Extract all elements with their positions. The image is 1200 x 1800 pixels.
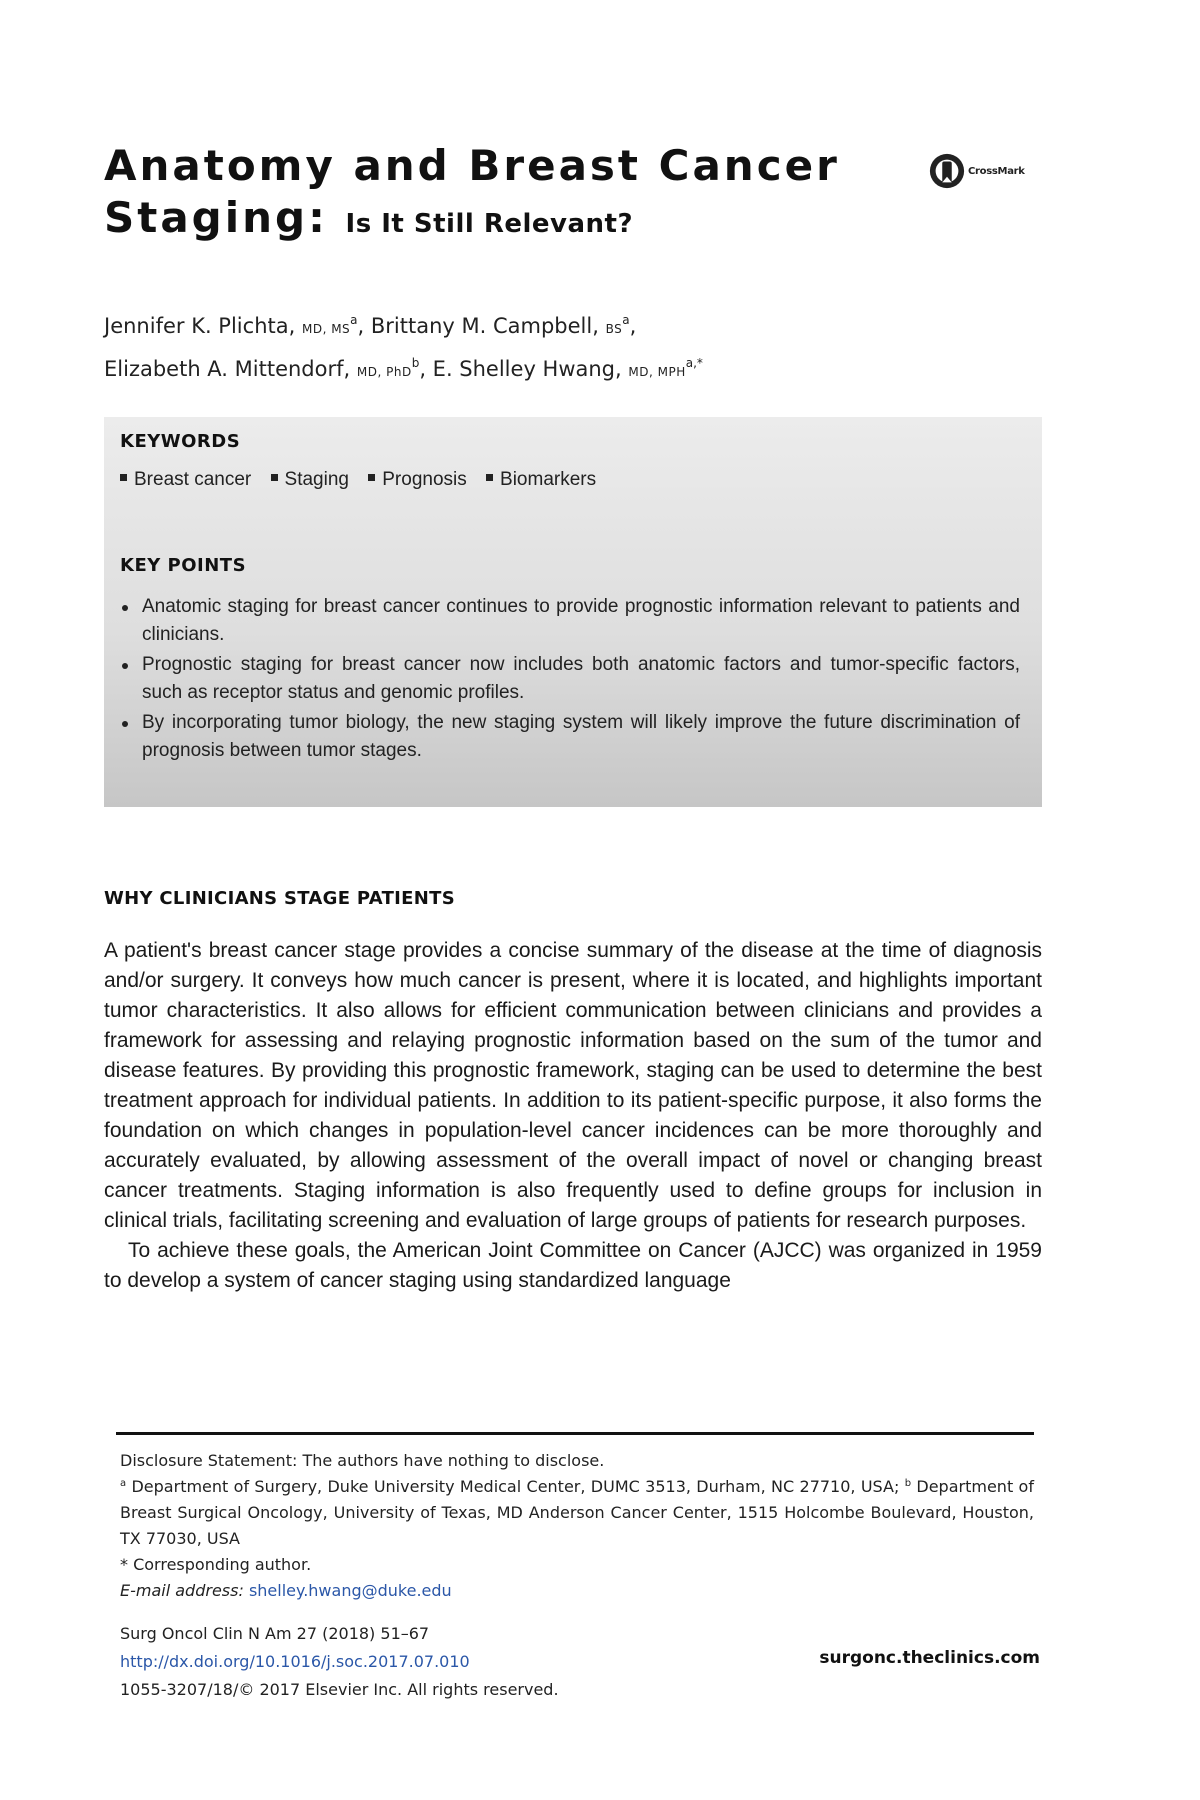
- footnote-divider: [116, 1432, 1034, 1435]
- bullet-dot-icon: [122, 605, 128, 611]
- key-point-item: [120, 651, 1020, 707]
- author-affiliation: b: [411, 356, 420, 370]
- key-point-text: By incorporating tumor biology, the new staging system will likely improve the future discrimination of prognosis between tumor stages.: [142, 712, 1020, 761]
- author-separator: ,: [357, 314, 371, 338]
- keyword-label: Biomarkers: [500, 469, 597, 490]
- author-line-2: [104, 349, 1004, 392]
- bullet-dot-icon: [122, 663, 128, 669]
- bullet-square-icon: [120, 474, 127, 481]
- key-points-heading: KEY POINTS: [120, 555, 247, 576]
- keyword-label: Prognosis: [382, 469, 467, 490]
- title-line-1: Anatomy and Breast Cancer: [104, 141, 840, 190]
- author-name: E. Shelley Hwang,: [432, 357, 622, 381]
- author-degree: MD, MPH: [628, 365, 686, 379]
- title-staging: Staging:: [104, 193, 328, 242]
- key-point-item: [120, 709, 1020, 765]
- journal-site-link[interactable]: surgonc.theclinics.com: [819, 1648, 1040, 1668]
- affiliation-marker: a: [120, 1478, 127, 1489]
- crossmark-icon: [928, 152, 966, 190]
- crossmark-badge[interactable]: [928, 150, 1048, 192]
- article-title: [104, 140, 864, 250]
- bullet-dot-icon: [122, 721, 128, 727]
- journal-info: [120, 1620, 720, 1704]
- title-subtitle: Is It Still Relevant?: [345, 209, 634, 239]
- keywords-list: [120, 469, 610, 491]
- author-name: Brittany M. Campbell,: [370, 314, 599, 338]
- corresponding-author: * Corresponding author.: [120, 1555, 312, 1574]
- section-body: [104, 936, 1042, 1296]
- email-line: [120, 1578, 1034, 1604]
- affiliation-b: Department of Breast Surgical Oncology, University of Texas, MD Anderson Cancer Center, 1515 Holcombe Boulevard, Houston, TX 77030, USA: [120, 1477, 1034, 1548]
- disclosure-statement: Disclosure Statement: The authors have nothing to disclose.: [120, 1451, 605, 1470]
- author-line-1: [104, 306, 1004, 349]
- journal-citation: Surg Oncol Clin N Am 27 (2018) 51–67: [120, 1624, 430, 1643]
- author-degree: MD, MS: [301, 322, 351, 336]
- author-affiliation: a,*: [685, 356, 703, 370]
- key-point-item: [120, 593, 1020, 649]
- author-name: Jennifer K. Plichta,: [104, 314, 296, 338]
- author-degree: BS: [605, 322, 623, 336]
- keywords-keypoints-box: [104, 417, 1042, 807]
- keyword-item[interactable]: [486, 469, 596, 490]
- key-point-text: Prognostic staging for breast cancer now includes both anatomic factors and tumor-specific factors, such as receptor status and genomic profiles.: [142, 654, 1020, 703]
- bullet-square-icon: [271, 474, 278, 481]
- crossmark-label: CrossMark: [968, 165, 1025, 177]
- author-affiliation: a: [350, 313, 358, 327]
- keyword-item[interactable]: [368, 469, 467, 490]
- author-degree: MD, PhD: [356, 365, 412, 379]
- title-line-2: [104, 192, 864, 250]
- body-paragraph: A patient's breast cancer stage provides a concise summary of the disease at the time of diagnosis and/or surgery. It conveys how much cancer is present, where it is located, and highlights important tumor characteristics. It also allows for efficient communication between clinicians and provides a framework for assessing and relaying prognostic information based on the sum of the tumor and disease features. By providing this prognostic framework, staging can be used to determine the best treatment approach for individual patients. In addition to its patient-specific purpose, it also forms the foundation on which changes in population-level cancer incidences can be more thoroughly and accurately evaluated, by allowing assessment of the overall impact of novel or changing breast cancer treatments. Staging information is also frequently used to define groups for inclusion in clinical trials, facilitating screening and evaluation of large groups of patients for research purposes.: [104, 939, 1042, 1232]
- doi-link[interactable]: http://dx.doi.org/10.1016/j.soc.2017.07.010: [120, 1652, 470, 1671]
- keyword-label: Breast cancer: [134, 469, 252, 490]
- keyword-item[interactable]: [271, 469, 349, 490]
- footnotes: [120, 1448, 1034, 1604]
- affiliation-marker: b: [904, 1478, 912, 1489]
- author-name: Elizabeth A. Mittendorf,: [104, 357, 351, 381]
- bullet-square-icon: [486, 474, 493, 481]
- section-heading: WHY CLINICIANS STAGE PATIENTS: [104, 888, 455, 909]
- author-list: [104, 306, 1004, 392]
- key-points-list: [120, 593, 1020, 767]
- body-paragraph: To achieve these goals, the American Joint Committee on Cancer (AJCC) was organized in 1959 to develop a system of cancer staging using standardized language: [104, 1239, 1042, 1292]
- affiliations: [120, 1474, 1034, 1552]
- author-separator: ,: [629, 314, 637, 338]
- copyright: 1055-3207/18/© 2017 Elsevier Inc. All rights reserved.: [120, 1680, 559, 1699]
- email-link[interactable]: shelley.hwang@duke.edu: [248, 1581, 452, 1600]
- affiliation-a: Department of Surgery, Duke University Medical Center, DUMC 3513, Durham, NC 27710, USA;: [131, 1477, 900, 1496]
- keyword-item[interactable]: [120, 469, 251, 490]
- keyword-label: Staging: [284, 469, 349, 490]
- email-label: E-mail address:: [120, 1581, 244, 1600]
- author-affiliation: a: [622, 313, 630, 327]
- key-point-text: Anatomic staging for breast cancer continues to provide prognostic information relevant to patients and clinicians.: [142, 596, 1020, 645]
- bullet-square-icon: [368, 474, 375, 481]
- author-separator: ,: [419, 357, 433, 381]
- keywords-heading: KEYWORDS: [120, 431, 241, 452]
